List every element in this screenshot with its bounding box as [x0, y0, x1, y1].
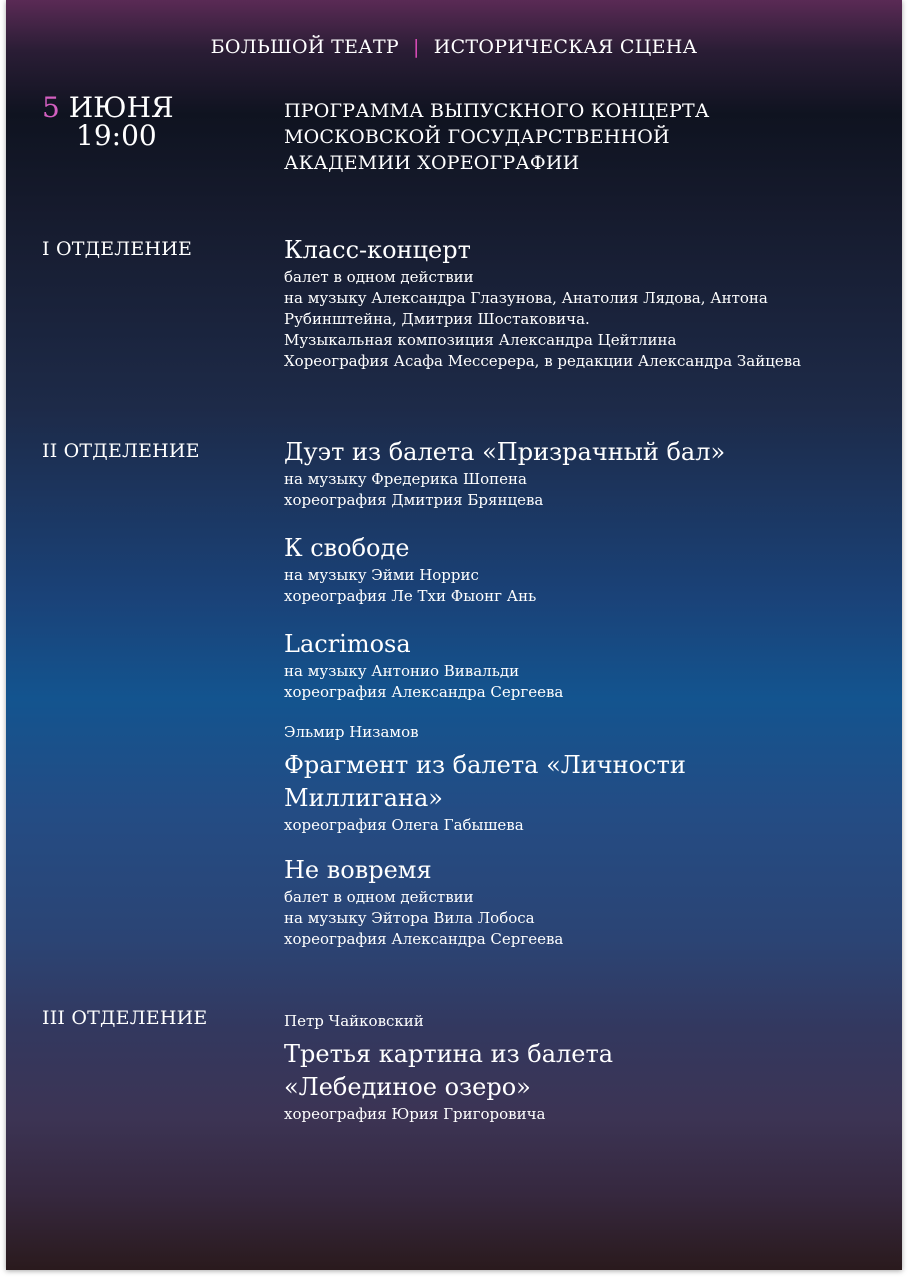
item-line: балет в одном действии [284, 888, 474, 906]
item-title: Класс-концерт [284, 236, 471, 264]
item-line: хореография Александра Сергеева [284, 930, 564, 948]
header-separator: | [413, 36, 420, 58]
item-title-line: Миллигана» [284, 784, 443, 812]
item-line: на музыку Эйми Норрис [284, 566, 479, 584]
program-title-line: ПРОГРАММА ВЫПУСКНОГО КОНЦЕРТА [284, 100, 710, 122]
date-month: ИЮНЯ [68, 91, 174, 124]
program-item [284, 234, 874, 372]
item-line: на музыку Антонио Вивальди [284, 662, 520, 680]
program-title-line: АКАДЕМИИ ХОРЕОГРАФИИ [284, 152, 580, 174]
item-line: Хореография Асафа Мессерера, в редакции Александра Зайцева [284, 352, 802, 370]
item-title-line: Фрагмент из балета «Личности [284, 751, 686, 779]
stage-name: ИСТОРИЧЕСКАЯ СЦЕНА [433, 36, 698, 58]
section-label-2: II ОТДЕЛЕНИЕ [42, 440, 200, 462]
program-title-line: МОСКОВСКОЙ ГОСУДАРСТВЕННОЙ [284, 126, 670, 148]
program-item [284, 628, 874, 703]
section-label-3: III ОТДЕЛЕНИЕ [42, 1007, 208, 1029]
item-title: Не вовремя [284, 856, 432, 884]
program-item [284, 532, 874, 607]
date-day: 5 [42, 91, 60, 124]
program-item [284, 854, 874, 950]
item-line: на музыку Эйтора Вила Лобоса [284, 909, 535, 927]
item-line: хореография Олега Габышева [284, 816, 524, 834]
item-line: хореография Дмитрия Брянцева [284, 491, 544, 509]
item-line: Рубинштейна, Дмитрия Шостаковича. [284, 310, 590, 328]
program-item [284, 436, 874, 511]
item-line: хореография Александра Сергеева [284, 683, 564, 701]
item-composer: Эльмир Низамов [284, 723, 419, 741]
item-title: Дуэт из балета «Призрачный бал» [284, 438, 726, 466]
program-item [284, 1011, 874, 1125]
item-title-line: Третья картина из балета [284, 1040, 614, 1068]
item-line: хореография Ле Тхи Фыонг Ань [284, 587, 537, 605]
program-item [284, 722, 874, 836]
item-title-line: «Лебединое озеро» [284, 1073, 531, 1101]
item-composer: Петр Чайковский [284, 1012, 424, 1030]
program-title [284, 98, 844, 176]
item-line: балет в одном действии [284, 268, 474, 286]
item-title: Lacrimosa [284, 630, 411, 658]
theatre-name: БОЛЬШОЙ ТЕАТР [210, 36, 400, 58]
item-line: Музыкальная композиция Александра Цейтлина [284, 331, 677, 349]
concert-poster [6, 0, 902, 1270]
item-title: К свободе [284, 534, 410, 562]
concert-time: 19:00 [76, 119, 157, 152]
section-label-1: I ОТДЕЛЕНИЕ [42, 238, 193, 260]
item-line: на музыку Фредерика Шопена [284, 470, 527, 488]
item-line: хореография Юрия Григоровича [284, 1105, 546, 1123]
venue-header [6, 36, 902, 58]
item-line: на музыку Александра Глазунова, Анатолия Лядова, Антона [284, 289, 768, 307]
concert-date [42, 91, 174, 152]
